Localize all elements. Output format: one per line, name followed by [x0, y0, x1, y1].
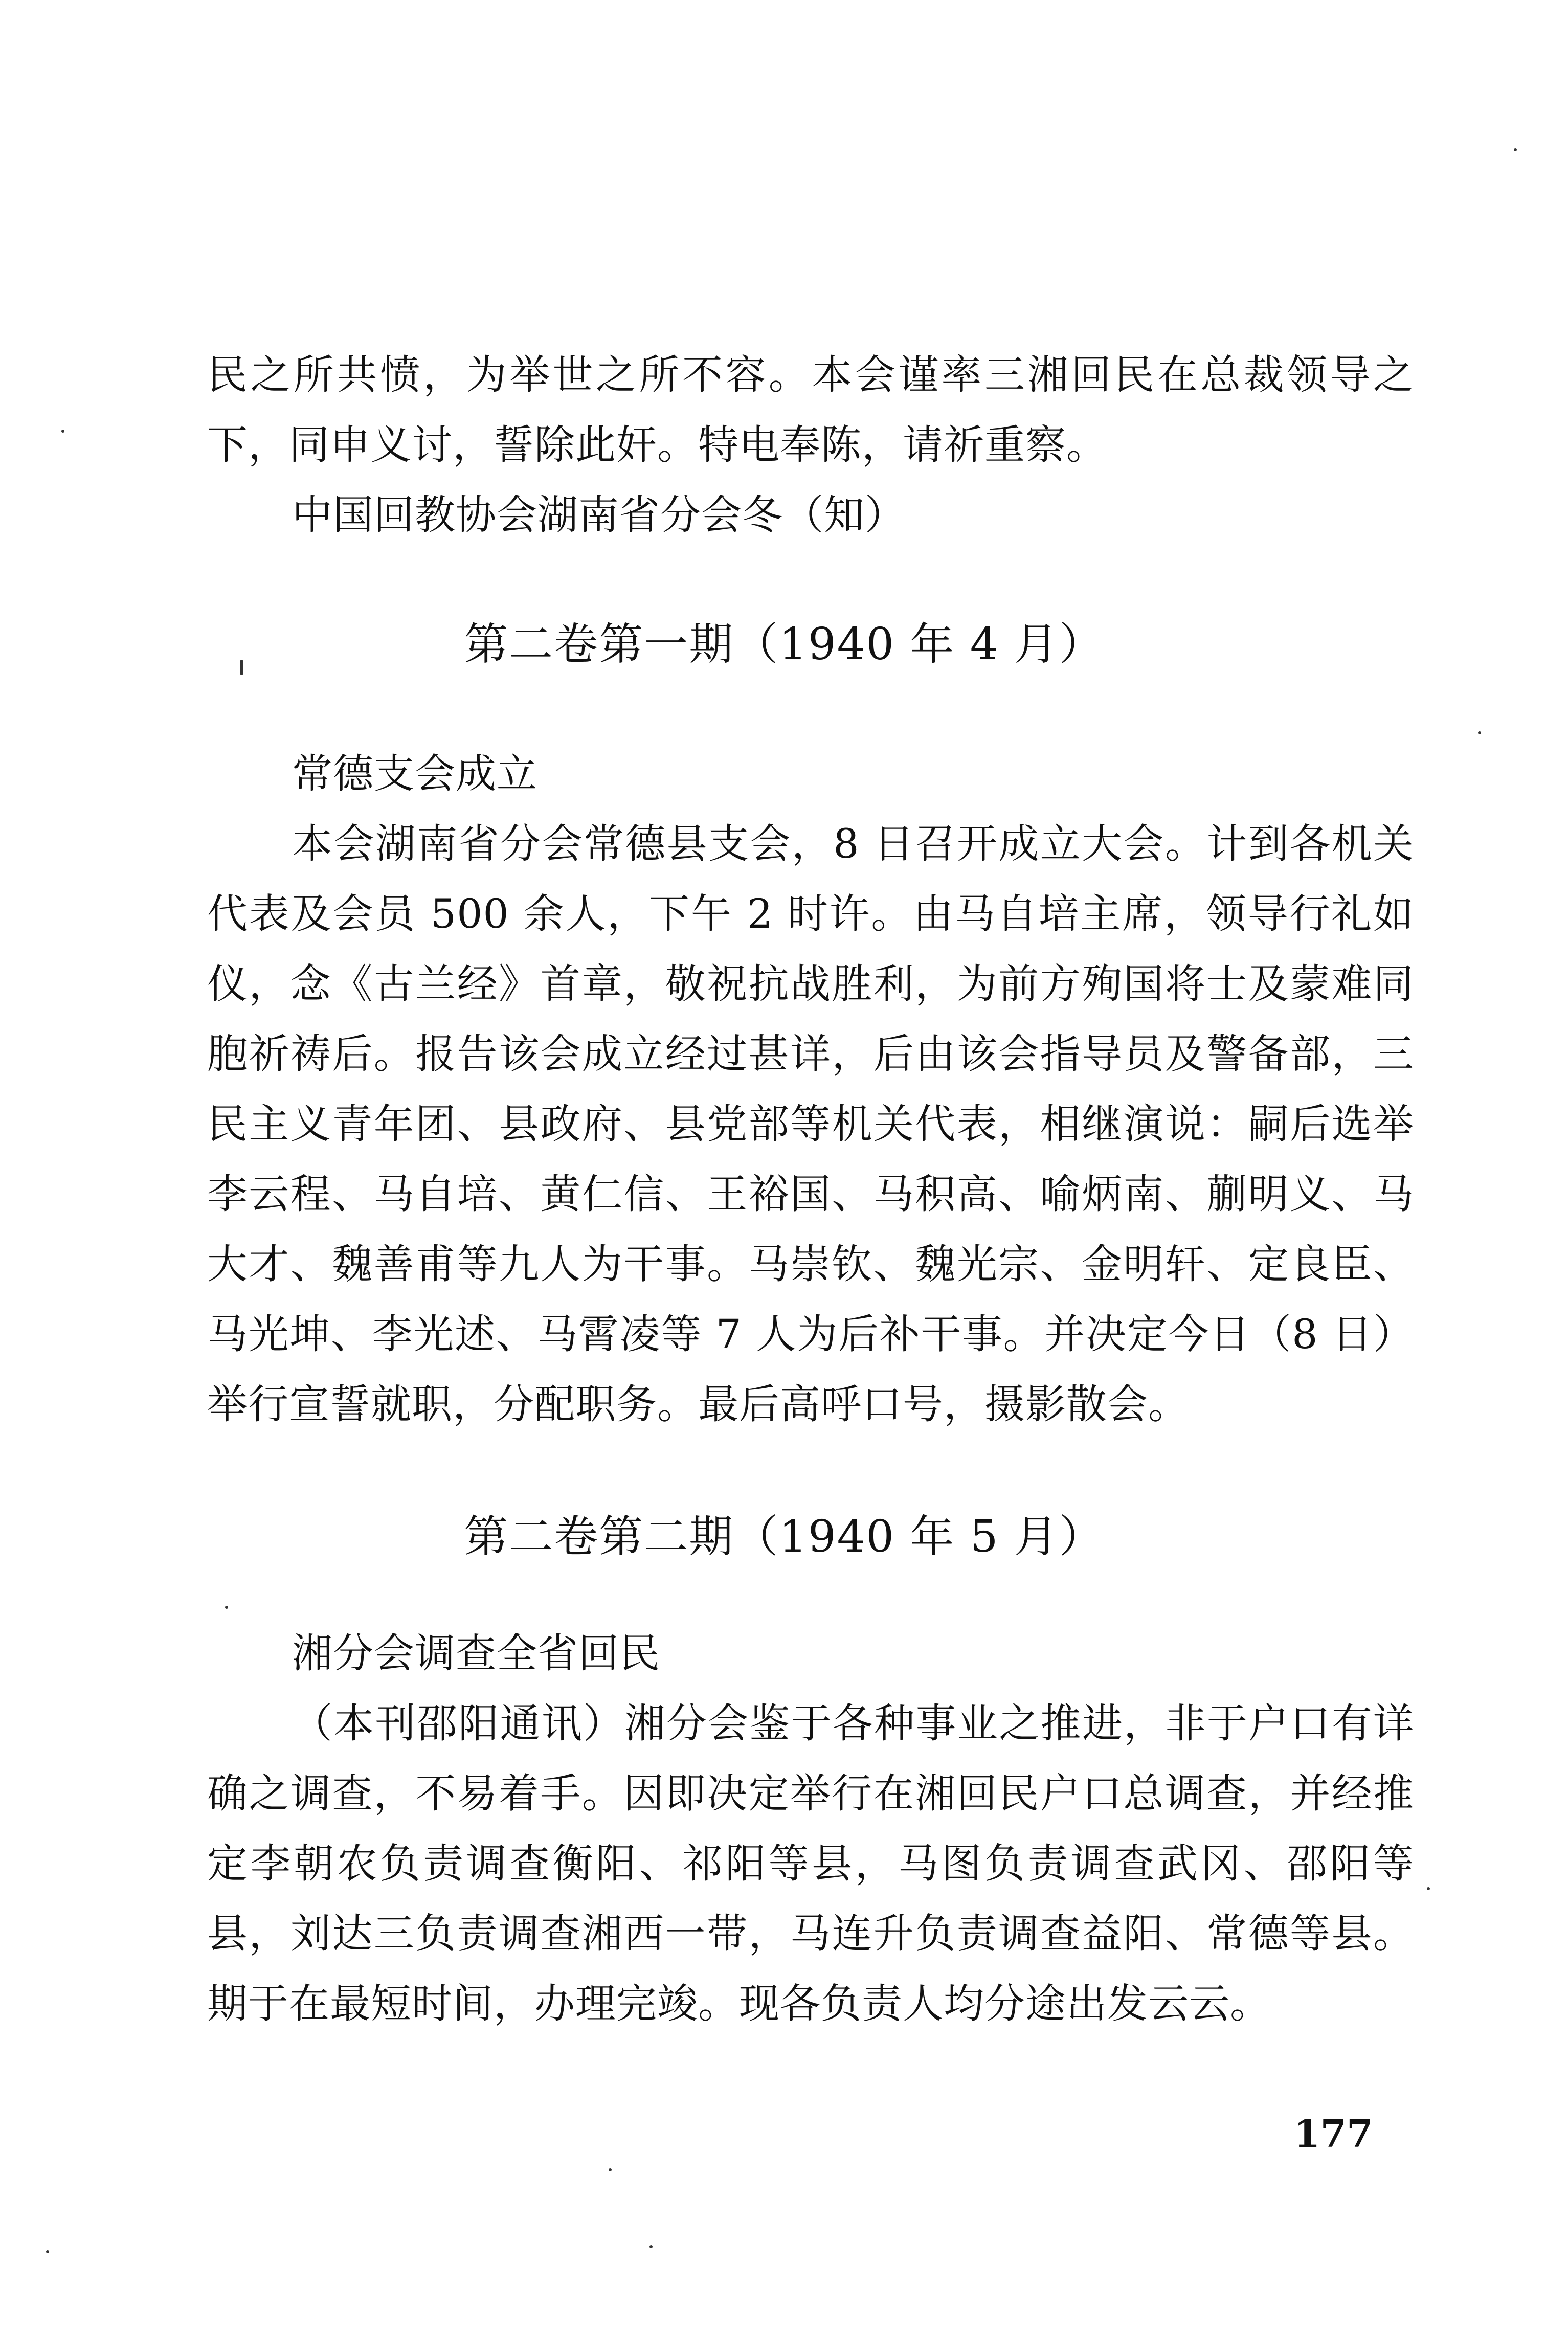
top-section	[207, 340, 1414, 550]
scan-speck	[1478, 731, 1481, 734]
scan-speck	[46, 2250, 49, 2253]
scan-speck	[649, 2245, 653, 2248]
scan-speck	[1427, 1887, 1430, 1890]
scan-speck	[61, 430, 64, 433]
article-title-changde: 常德支会成立	[292, 750, 537, 797]
continuation-paragraph: 民之所共愤，为举世之所不容。本会谨率三湘回民在总裁领导之下，同申义讨，誓除此奸。特电奉陈，请祈重察。	[207, 351, 1414, 468]
scan-speck	[609, 2168, 612, 2171]
scan-speck	[1514, 148, 1517, 151]
section-heading-vol2-issue1: 第二卷第一期（1940 年 4 月）	[464, 619, 1104, 670]
page-number: 177	[1294, 2112, 1373, 2156]
section-heading-vol2-issue2: 第二卷第二期（1940 年 5 月）	[464, 1511, 1104, 1562]
section-vol2-issue1	[207, 739, 1414, 1440]
article-body-changde: 本会湖南省分会常德县支会，8 日召开成立大会。计到各机关代表及会员 500 余人，下午 2 时许。由马自培主席，领导行礼如仪，念《古兰经》首章，敬祝抗战胜利，为前方殉国将士及蒙难同胞祈祷后。报告该会成立经过甚详，后由该会指导员及警备部，三民主义青年团、县政府、县党部等机关代表，相继演说：嗣后选举李云程、马自培、黄仁信、王裕国、马积高、喻炳南、蒯明义、马大才、魏善甫等九人为干事。马崇钦、魏光宗、金明轩、定良臣、马光坤、李光述、马霄凌等 7 人为后补干事。并决定今日（8 日）举行宣誓就职，分配职务。最后高呼口号，摄影散会。	[207, 820, 1414, 1428]
article-title-survey: 湘分会调查全省回民	[292, 1630, 660, 1677]
article-body-survey: （本刊邵阳通讯）湘分会鉴于各种事业之推进，非于户口有详确之调查，不易着手。因即决定举行在湘回民户口总调查，并经推定李朝农负责调查衡阳、祁阳等县，马图负责调查武冈、邵阳等县，刘达三负责调查湘西一带，马连升负责调查益阳、常德等县。期于在最短时间，办理完竣。现各负责人均分途出发云云。	[207, 1700, 1414, 2027]
signature-line: 中国回教协会湖南省分会冬（知）	[292, 491, 906, 539]
scan-speck	[240, 660, 243, 675]
scan-speck	[225, 1606, 228, 1609]
section-vol2-issue2	[207, 1619, 1414, 2039]
